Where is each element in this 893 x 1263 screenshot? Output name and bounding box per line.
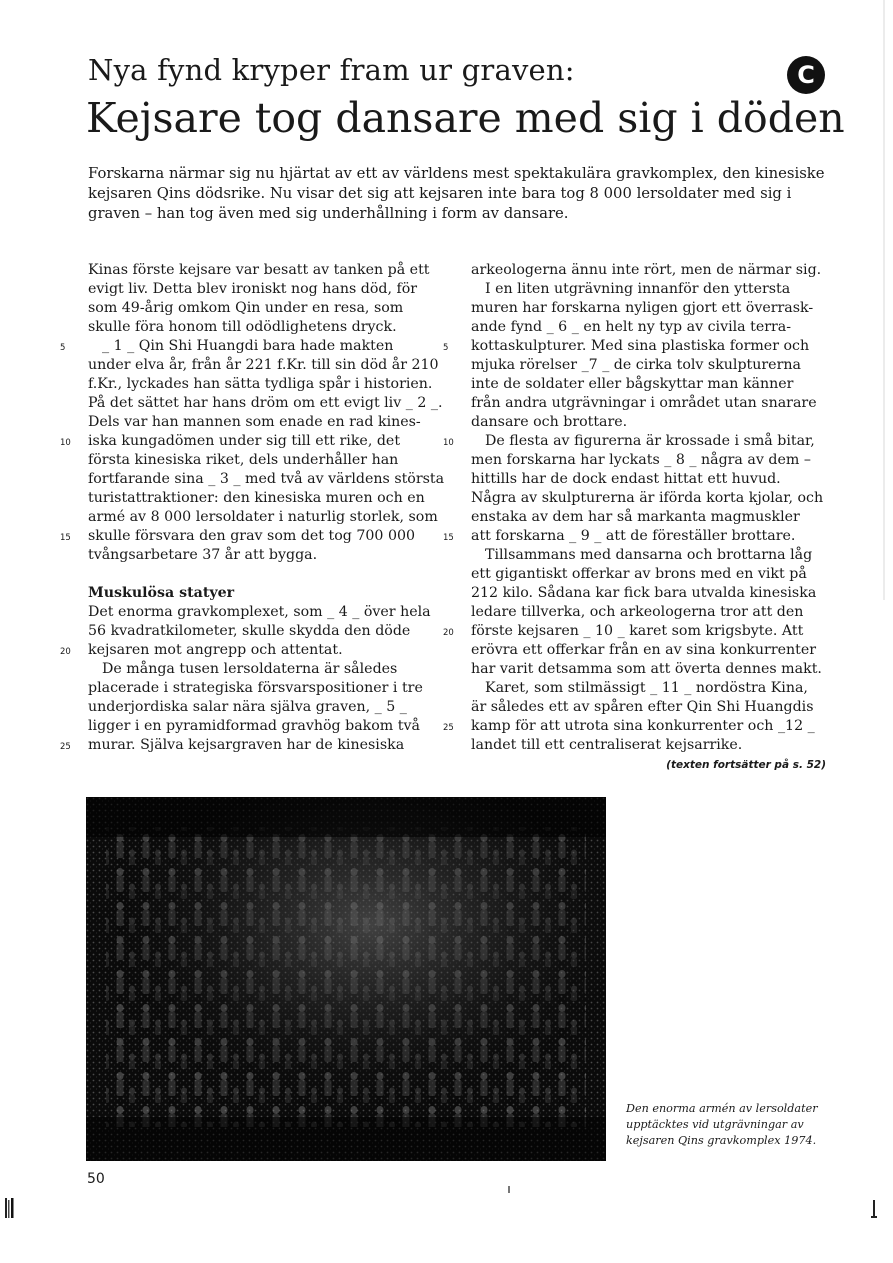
section-subheading: Muskulösa statyer [88,585,235,601]
text-line: Kinas förste kejsare var besatt av tanken på ett [88,262,430,278]
line-number: 15 [60,533,71,543]
line-number: 20 [443,628,454,638]
terracotta-army-photo [86,797,606,1161]
text-column-left [60,261,448,755]
line-number: 5 [60,343,66,353]
text-line: placerade i strategiska försvarspositioner i tre [88,680,423,696]
text-line: erövra ett offerkar från en av sina konkurrenter [471,642,817,658]
text-line: tvångsarbetare 37 år att bygga. [88,547,318,563]
scan-mark-icon [870,1200,878,1218]
text-line: 212 kilo. Sådana kar fick bara utvalda kinesiska [471,585,817,601]
text-line: 15 skulle försvara den grav som det tog 700 000 [88,527,448,546]
text-line: 10 iska kungadömen under sig till ett rike, det [88,432,448,451]
page-number: 50 [87,1171,105,1187]
text-line: hittills har de dock endast hittat ett huvud. [471,471,781,487]
text-line: 10 De flesta av figurerna är krossade i små bitar, [471,432,826,451]
article-lead: Forskarna närmar sig nu hjärtat av ett av världens mest spektakulära gravkomplex, den kinesiske kejsaren Qins dödsrike. Nu visar det sig att kejsaren inte bara tog 8 000 lersoldater med sig i graven – han tog även med sig underhållning i form av dansare. [88,165,825,222]
line-number: 20 [60,647,71,657]
photo-image [86,797,606,1161]
text-line: under elva år, från år 221 f.Kr. till sin död år 210 [88,357,439,373]
text-line: men forskarna har lyckats _ 8 _ några av dem – [471,452,811,468]
article-kicker: Nya fynd kryper fram ur graven: [88,53,575,87]
text-line: f.Kr., lyckades han sätta tydliga spår i historien. [88,376,433,392]
text-line: Karet, som stilmässigt _ 11 _ nordöstra Kina, [485,680,808,696]
text-line: 25 kamp för att utrota sina konkurrenter och _12 _ [471,717,826,736]
text-line: är således ett av spåren efter Qin Shi Huangdis [471,699,814,715]
caption-line: Den enorma armén av lersoldater [626,1102,818,1115]
text-line: Några av skulpturerna är iförda korta kjolar, och [471,490,824,506]
text-line: enstaka av dem har så markanta magmuskler [471,509,800,525]
line-number: 10 [443,438,454,448]
caption-line: kejsaren Qins gravkomplex 1974. [626,1134,817,1147]
text-line: 5 _ 1 _ Qin Shi Huangdi bara hade makten [88,337,448,356]
page-edge-shadow [883,0,885,600]
line-number: 15 [443,533,454,543]
text-line: ledare tillverka, och arkeologerna tror att den [471,604,804,620]
text-line: mjuka rörelser _7 _ de cirka tolv skulpturerna [471,357,801,373]
text-line: På det sättet har hans dröm om ett evigt liv _ 2 _. [88,395,443,411]
line-number: 25 [443,723,454,733]
text-line: 5 kottaskulpturer. Med sina plastiska former och [471,337,826,356]
text-line: som 49-årig omkom Qin under en resa, som [88,300,404,316]
text-line: 15 att forskarna _ 9 _ att de föreställer brottare. [471,527,826,546]
text-line: första kinesiska riket, dels underhåller han [88,452,399,468]
text-line: De många tusen lersoldaterna är således [102,661,398,677]
text-line: inte de soldater eller bågskyttar man känner [471,376,794,392]
text-line: 20 kejsaren mot angrepp och attentat. [88,641,448,660]
text-line: dansare och brottare. [471,414,628,430]
scan-speck-icon [506,1186,512,1196]
text-line: har varit detsamma som att överta dennes makt. [471,661,822,677]
text-line: turistattraktioner: den kinesiska muren och en [88,490,425,506]
line-number: 25 [60,742,71,752]
scan-mark-icon [5,1198,14,1218]
text-line: Tillsammans med dansarna och brottarna låg [485,547,813,563]
text-line: 20 förste kejsaren _ 10 _ karet som krigsbyte. Att [471,622,826,641]
text-line: armé av 8 000 lersoldater i naturlig storlek, som [88,509,438,525]
text-column-right [443,261,826,755]
section-badge: C [787,56,825,94]
text-line: ande fynd _ 6 _ en helt ny typ av civila terra- [471,319,792,335]
text-line: evigt liv. Detta blev ironiskt nog hans död, för [88,281,418,297]
caption-line: upptäcktes vid utgrävningar av [626,1118,804,1131]
text-line: skulle föra honom till odödlighetens dryck. [88,319,397,335]
line-number: 10 [60,438,71,448]
text-line: ett gigantiskt offerkar av brons med en vikt på [471,566,807,582]
text-line: arkeologerna ännu inte rört, men de närmar sig. [471,262,822,278]
text-line: ligger i en pyramidformad gravhög bakom två [88,718,420,734]
continued-note: (texten fortsätter på s. 52) [666,759,826,771]
text-line: muren har forskarna nyligen gjort ett överrask- [471,300,814,316]
text-line: fortfarande sina _ 3 _ med två av världens största [88,471,445,487]
article-headline: Kejsare tog dansare med sig i döden [86,94,845,142]
text-line: landet till ett centraliserat kejsarrike. [471,737,743,753]
text-line: 25 murar. Själva kejsargraven har de kinesiska [88,736,448,755]
text-line: 56 kvadratkilometer, skulle skydda den döde [88,623,411,639]
photo-caption [626,1101,836,1149]
text-line: Dels var han mannen som enade en rad kines- [88,414,421,430]
text-line: underjordiska salar nära själva graven, _ 5 _ [88,699,407,715]
line-number: 5 [443,343,449,353]
text-line: I en liten utgrävning innanför den yttersta [485,281,791,297]
text-line: Det enorma gravkomplexet, som _ 4 _ över hela [88,604,431,620]
text-line: från andra utgrävningar i området utan snarare [471,395,817,411]
